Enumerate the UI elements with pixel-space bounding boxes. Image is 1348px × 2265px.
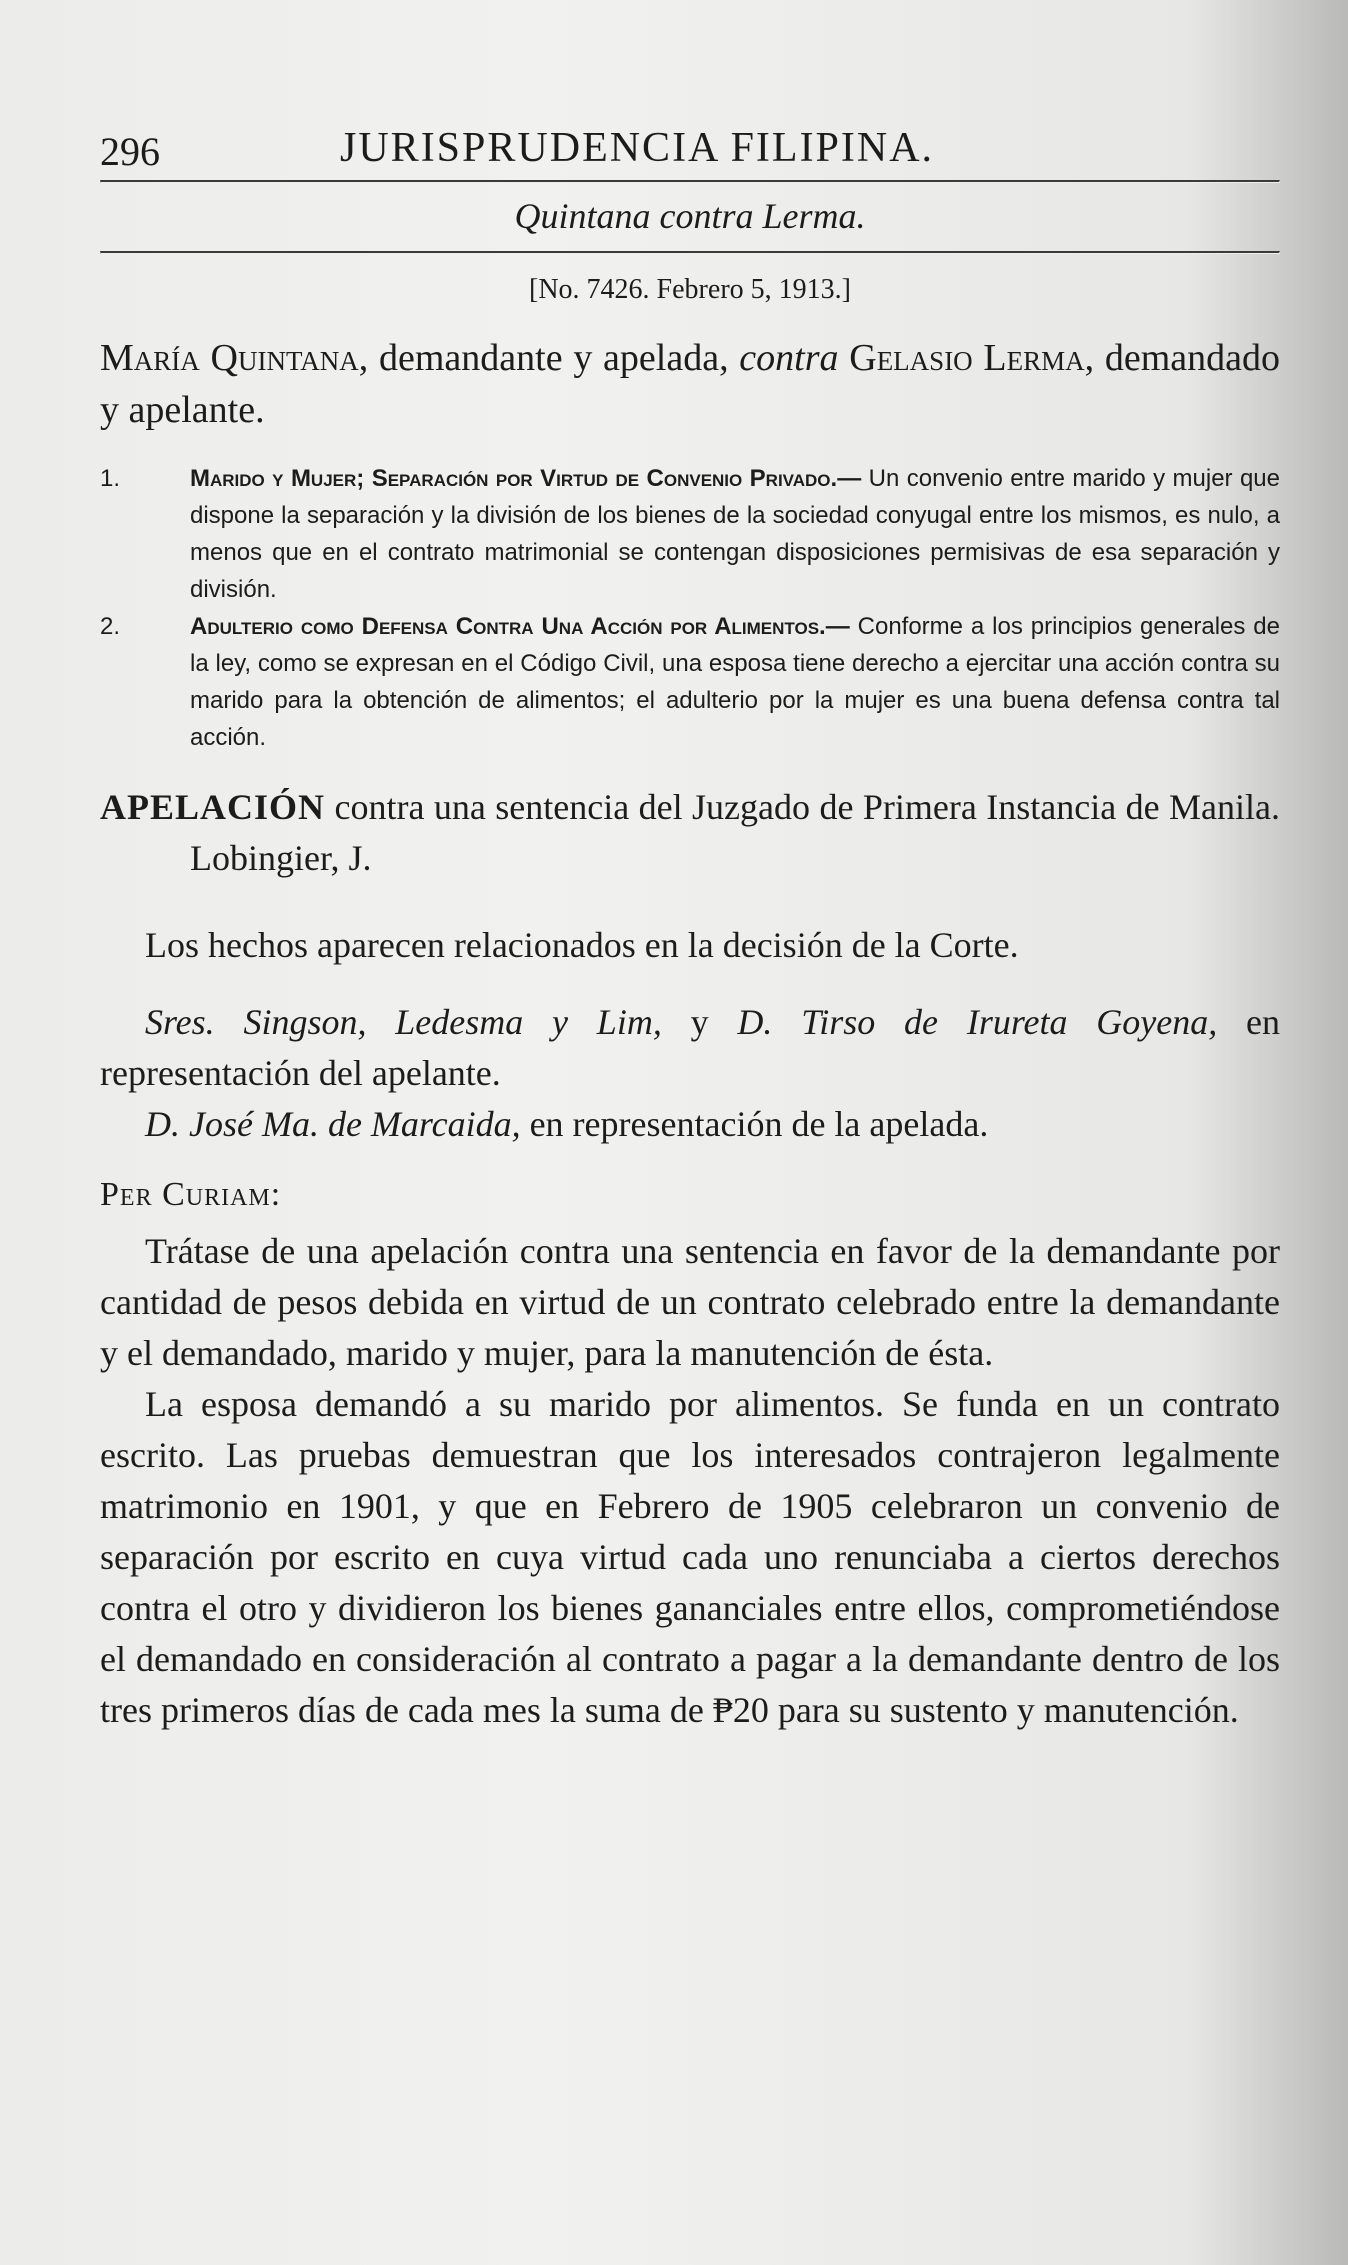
defendant-role: , demandado y apelante. xyxy=(100,337,1281,431)
appellee-counsel-name: D. José Ma. de Marcaida, xyxy=(145,1104,521,1144)
syllabus-text: Un convenio entre marido y mujer que dispone la separación y la división de los bienes de la sociedad conyugal entre los mismos, es nulo, a menos que en el contrato matrimonial se contengan disposiciones permisivas de esa separación y división. xyxy=(190,465,1280,603)
syllabus-heading: Adulterio como Defensa Contra Una Acción por Alimentos.— xyxy=(190,613,850,640)
appellant-counsel xyxy=(100,997,1280,1099)
syllabus-number: 1. xyxy=(100,465,121,492)
page-number: 296 xyxy=(100,129,160,174)
appeal-statement xyxy=(100,782,1280,884)
per-curiam-heading: Per Curiam: xyxy=(100,1176,282,1213)
running-title: JURISPRUDENCIA FILIPINA. xyxy=(340,125,935,171)
appellee-counsel-role: en representación de la apelada. xyxy=(520,1104,989,1144)
syllabus-item xyxy=(100,608,1280,756)
case-title-rule xyxy=(100,251,1280,254)
syllabus-number: 2. xyxy=(100,613,121,640)
page-content xyxy=(100,120,1280,1736)
defendant-name: Gelasio Lerma xyxy=(849,337,1085,379)
syllabus xyxy=(100,460,1280,756)
counsel-block xyxy=(100,997,1280,1150)
syllabus-heading: Marido y Mujer; Separación por Virtud de Convenio Privado.— xyxy=(190,465,862,492)
facts-paragraph: Los hechos aparecen relacionados en la decisión de la Corte. xyxy=(145,925,1019,965)
syllabus-text: Conforme a los principios generales de la ley, como se expresan en el Código Civil, una esposa tiene derecho a ejercitar una acción contra su marido para la obtención de alimentos; el adulterio por la mujer es una buena defensa contra tal acción. xyxy=(190,613,1280,751)
plaintiff-name: María Quintana xyxy=(100,337,359,379)
appellant-counsel-role: en representación del apelante. xyxy=(100,1002,1281,1093)
plaintiff-role: , demandante y apelada, xyxy=(358,337,740,379)
appellant-counsel-names-2: D. Tirso de Irureta Goyena, xyxy=(737,1002,1218,1042)
header-rule xyxy=(100,180,1280,183)
opinion-paragraph: La esposa demandó a su marido por alimentos. Se funda en un contrato escrito. Las pruebas demuestran que los interesados contrajeron legalmente matrimonio en 1901, y que en Febrero de 1905 celebraron un convenio de separación por escrito en cuya virtud cada uno renunciaba a ciertos derechos contra el otro y dividieron los bienes gananciales entre ellos, comprometiéndose el demandado en consideración al contrato a pagar a la demandante dentro de los tres primeros días de cada mes la suma de ₱20 para su sustento y manutención. xyxy=(100,1384,1280,1730)
case-title: Quintana contra Lerma. xyxy=(514,196,866,236)
appeal-lead: APELACIÓN xyxy=(100,787,326,827)
appeal-text: contra una sentencia del Juzgado de Primera Instancia de Manila. Lobingier, J. xyxy=(190,787,1281,878)
appellee-counsel xyxy=(100,1099,1280,1150)
counsel-conjunction: y xyxy=(661,1002,738,1042)
case-parties xyxy=(100,332,1280,436)
versus-word: contra xyxy=(739,337,839,379)
syllabus-item xyxy=(100,460,1280,608)
page-header xyxy=(100,120,1280,180)
case-number: [No. 7426. Febrero 5, 1913.] xyxy=(529,274,851,305)
appellant-counsel-names: Sres. Singson, Ledesma y Lim, xyxy=(145,1002,662,1042)
opinion-paragraph: Trátase de una apelación contra una sentencia en favor de la demandante por cantidad de pesos debida en virtud de un contrato celebrado entre la demandante y el demandado, marido y mujer, para la manutención de ésta. xyxy=(100,1231,1280,1373)
